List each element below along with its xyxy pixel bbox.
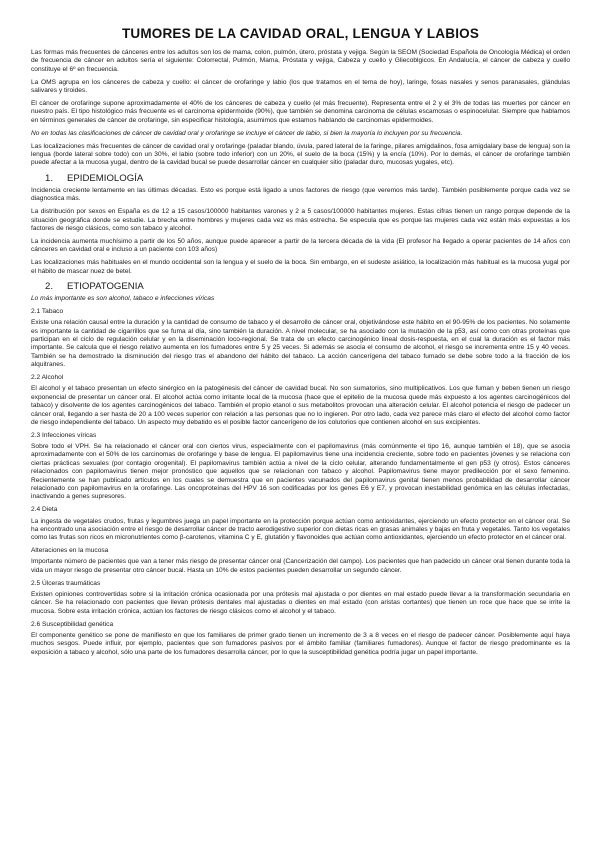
body-paragraph: Las localizaciones más habituales en el mundo occidental son la lengua y el suelo de la boca. Sin embargo, en el sudeste asiático, la localización más habitual es la mucosa yugal por el hábito de mascar nuez de betel. [31, 259, 570, 275]
subsection-heading: 2.6 Susceptibilidad genética [31, 620, 114, 628]
subsection-heading: 2.2 Alcohol [31, 374, 64, 382]
subsection-heading: Alteraciones en la mucosa [31, 547, 109, 555]
body-paragraph: El alcohol y el tabaco presentan un efecto sinérgico en la patogénesis del cáncer de cavidad bucal. No son sumatorios, sino multiplicativos. Los que fuman y beben tienen un riesgo exponencial de presentar un cáncer oral. El alcohol actúa como irritante local de la mucosa (hace que el epitelio de la mucosa quede más expuesto a los agentes carcinogénicos del tabaco) y disolvente de los agentes carcinogénicos del tabaco. También el propio etanol o sus metabolitos provocan una alteración celular. El alcohol potencia el riesgo de padecer un cáncer oral, llegando a ser hasta de 20 a 100 veces superior con relación a las personas que no lo ingieren. Por otro lado, cada vez parece más claro el efecto del alcohol como factor de riesgo independiente del tabaco. Un aspecto muy debatido es el posible factor cancerígeno de los colutorios que contienen alcohol en sus excipientes. [31, 385, 570, 426]
body-paragraph: La incidencia aumenta muchísimo a partir de los 50 años, aunque puede aparecer a partir de la tercera década de la vida (El profesor ha llegado a operar pacientes de 14 años con cánceres en cavidad oral e incluso a un paciente con 103 años) [31, 237, 570, 254]
body-paragraph: Incidencia creciente lentamente en las últimas décadas. Esto es porque está ligado a unos factores de riesgo (que veremos más tarde). También posiblemente porque cada vez se diagnostica más. [31, 186, 570, 203]
section-number: 2. [45, 281, 54, 293]
intro-paragraph: Las localizaciones más frecuentes de cáncer de cavidad oral y orofaringe (paladar blando, úvula, pared lateral de la faringe, pilares amigdalinos, fosa amigdalary base de lengua) son la lengua (borde lateral sobre todo) con un 30%, el labio (sobre todo inferior) con un 20%, el suelo de la boca (15%) y la encía (10%). Por lo demás, el cáncer de orofaringe también puede afectar a la mucosa yugal, dentro de la cavidad bucal se puede desarrollar cáncer en cualquier sitio (paladar duro, mucosas yugales, etc). [31, 142, 570, 167]
body-paragraph: Importante número de pacientes que van a tener más riesgo de presentar cáncer oral (Cancerización del campo). Los pacientes que han padecido un cáncer oral tienen durante toda la vida un mayor riesgo de presentar otro cáncer bucal. Hasta un 10% de estos pacientes pueden desarrollar un segundo cáncer. [31, 558, 570, 574]
section-lead: Lo más importante es son alcohol, tabaco e infecciones víricas [31, 295, 215, 303]
section-number: 1. [45, 172, 54, 184]
body-paragraph: La ingesta de vegetales crudos, frutas y legumbres juega un papel importante en la protección porque actúan como antioxidantes, ejerciendo un efecto protector en el cáncer oral. Se ha encontrado una asociación entre el riesgo de desarrollar cáncer de tracto aerodigestivo superior con dietas ricas en grasas animales y bajas en fruta y vegetales. Tanto los vegetales como las frutas son ricos en micronutrientes como β-carotenos, vitamina C y E, glutatión y flavonoides que actúan como antioxidantes, ejerciendo un efecto protector en el cáncer oral. [31, 517, 570, 542]
section-heading-etiopatogenia [45, 281, 570, 292]
section-title: EPIDEMIOLOGÍA [67, 172, 144, 184]
document-title: TUMORES DE LA CAVIDAD ORAL, LENGUA Y LABIOS [121, 26, 480, 41]
subsection-heading: 2.4 Dieta [31, 506, 58, 514]
intro-paragraph: Las formas más frecuentes de cánceres entre los adultos son los de mama, colon, pulmón, útero, próstata y vejiga. Según la SEOM (Sociedad Española de Oncología Médica) el orden de frecuencia de cáncer en adultos sería el siguiente: Colorrectal, Pulmón, Mama, Próstata y vejiga, Cabeza y cuello y Gliecoblgicos. En Andalucía, el cáncer de cabeza y cuello constituye el 6º en frecuencia. [31, 49, 570, 73]
body-paragraph: Sobre todo el VPH. Se ha relacionado el cáncer oral con ciertos virus, especialmente con el papilomavirus (más comúnmente el tipo 16, aunque también el 18), que se asocia aproximadamente con el 50% de los carcinomas de orofaringe y base de lengua. El papilomavirus tiene una incidencia creciente, sobre todo en pacientes jóvenes y se relaciona con ciertas prácticas sexuales (por contagio orogenital). El papilomavirus también actúa a nivel de la ciclo celular, alterando fundamentalmente el gen p53 (y otros). Estos cánceres relacionados con papilomavirus tienen mejor pronóstico que aquellos que se relacionan con tabaco y alcohol. Papilomavirus tiene mayor predilección por el sexo femenino. Recientemente se han publicado artículos en los cuales se demuestra que en pacientes vacunados del papilomavirus genital tienen menos probabilidad de desarrollar cáncer relacionado con papilomavirus en la orofaringe. Las oncoproteínas del HPV 16 son codificadas por los genes E6 y E7, y provocan inestabilidad genómica en las células infectadas, inactivando a genes supresores. [31, 443, 570, 501]
subsection-heading: 2.5 Úlceras traumáticas [31, 579, 101, 587]
subsection-heading: 2.3 Infecciones víricas [31, 431, 97, 439]
intro-paragraph: La OMS agrupa en los cánceres de cabeza y cuello: el cáncer de orofaringe y labio (los que tratamos en el tema de hoy), laringe, fosas nasales y senos paranasales, glándulas salivares y tiroides. [31, 78, 570, 95]
body-paragraph: Existen opiniones controvertidas sobre si la irritación crónica ocasionada por una prótesis mal ajustada o por dientes en mal estado puede llevar a la transformación secundaria en cáncer. Se ha relacionado con pacientes que llevan prótesis dentales mal ajustadas o dientes en mal estado (con aristas cortantes) que tienen un roce que hace que se irrite la mucosa. Sobre esta irritación crónica, actúan los factores de riesgo clásicos como el alcohol y el tabaco. [31, 591, 570, 615]
section-heading-epidemiologia [45, 173, 570, 184]
section-title: ETIOPATOGENIA [67, 281, 144, 293]
intro-note: No en todas las clasificaciones de cáncer de cavidad oral y orofaringe se incluye el cáncer de labio, si bien la mayoría lo incluyen por su frecuencia. [31, 129, 463, 137]
body-paragraph: La distribución por sexos en España es de 12 a 15 casos/100000 habitantes varones y 2 a 5 casos/100000 habitantes mujeres. Estas cifras tienen un rango porque depende de la situación geográfica donde se estudie. La brecha entre hombres y mujeres cada vez es más estrecha. Se especula que es porque las mujeres cada vez están más expuestas a los factores de riesgo clásicos, como son tabaco y alcohol. [31, 208, 570, 232]
intro-paragraph: El cáncer de orofaringe supone aproximadamente el 40% de los cánceres de cabeza y cuello (el más frecuente). Representa entre el 2 y el 3% de todas las muertes por cáncer en nuestro país. El tipo histológico más frecuente es el carcinoma epidermoide (90%), que también se denomina carcinoma de células escamosas o espinocelular. Siempre que hablamos en términos generales de cáncer de orofaringe, sin especificar histología, asumimos que estamos hablando de carcinomas epidermoides. [31, 100, 570, 124]
body-paragraph: Existe una relación causal entre la duración y la cantidad de consumo de tabaco y el desarrollo de cáncer oral, objetivándose este hábito en el 90-95% de los pacientes. No solamente es importante la cantidad de cigarrillos que se fuma al día, sino también la duración. A nivel molecular, se ha asociado con la mutación de la p53, así como con otras proteínas que participan en el ciclo de regulación celular y en la diseminación loco-regional. Se trata de un efecto carcinogénico lineal dosis-respuesta, en el cual la duración es el factor más importante. Se calcula que el riesgo relativo aumenta en los fumadores entre 5 y 25 veces. Si además se asocia el consumo de alcohol, el riesgo se incrementa entre 15 y 40 veces. También se ha demostrado la disminución del riesgo tras el abandono del hábito del tabaco. La acción cancerígena del tabaco fumado se debe sobre todo a la fracción de los alquitranes. [31, 319, 570, 369]
body-paragraph: El componente genético se pone de manifiesto en que los familiares de primer grado tienen un incremento de 3 a 8 veces en el riesgo de padecer cáncer. Posiblemente aquí haya muchos sesgos. Puede influir, por ejemplo, pacientes que son fumadores pasivos por el ámbito familiar (familiares fumadores). Aunque el factor de riesgo predominante es la exposición a tabaco y alcohol, sólo una parte de los fumadores desarrolla cáncer, por lo que la susceptibilidad genética podría jugar un papel importante. [31, 631, 570, 656]
subsection-heading: 2.1 Tabaco [31, 307, 64, 315]
